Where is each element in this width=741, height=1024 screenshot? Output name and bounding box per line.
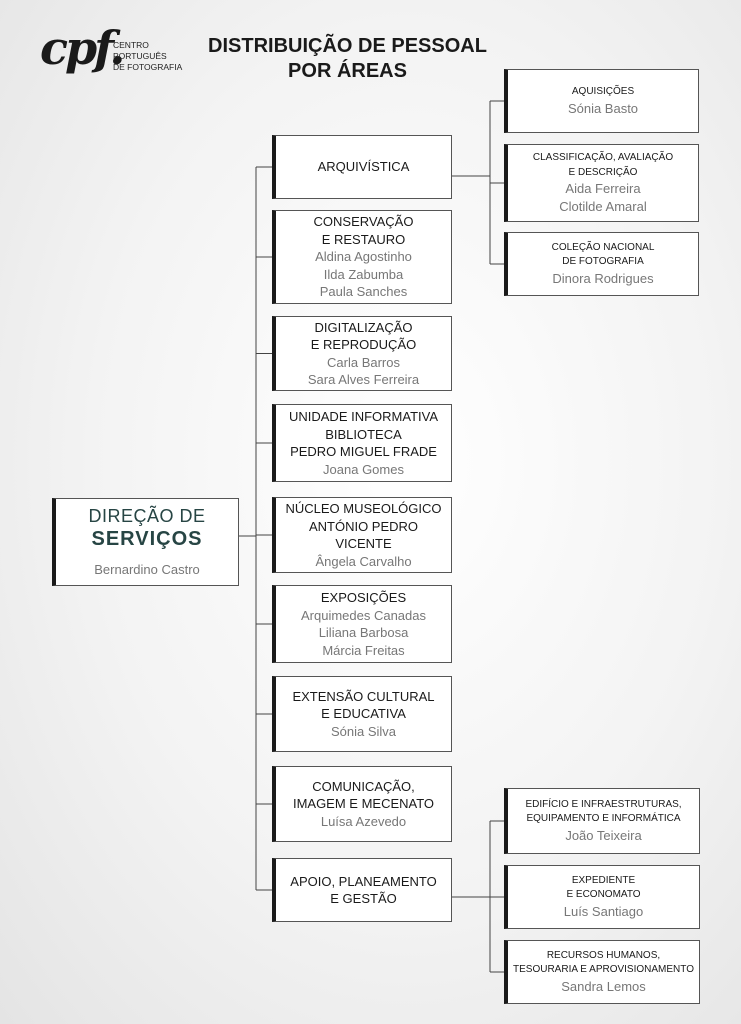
director-box [52,498,239,586]
director-title-line2: SERVIÇOS [91,528,203,551]
area-box-title: IMAGEM E MECENATO [292,796,435,812]
area-box-title: ANTÓNIO PEDRO VICENTE [308,518,419,551]
area-box-title: APOIO, PLANEAMENTO [290,873,437,889]
apoio-unit-box-person: Luís Santiago [563,903,644,919]
apoio-unit-box-title: EDIFÍCIO E INFRAESTRUTURAS, [525,798,682,810]
area-box-person: Aldina Agostinho [315,249,412,265]
arquivistica-unit-box-title: E DESCRIÇÃO [568,166,638,178]
director-person: Bernardino Castro [94,562,200,578]
area-box-person: Sónia Silva [330,723,397,739]
area-box-title: COMUNICAÇÃO, [312,778,415,794]
apoio-unit-box [504,865,700,929]
area-box-person: Paula Sanches [319,284,408,300]
area-box-person: Liliana Barbosa [318,625,409,640]
area-box [272,316,452,391]
area-box-title: E EDUCATIVA [321,706,406,722]
arquivistica-unit-box-person: Clotilde Amaral [559,198,647,214]
apoio-unit-box [504,940,700,1004]
apoio-unit-box-person: João Teixeira [565,827,642,843]
arquivistica-unit-box-title: CLASSIFICAÇÃO, AVALIAÇÃO [532,152,674,163]
logo-line: DE FOTOGRAFIA [113,62,183,72]
area-box-title: DIGITALIZAÇÃO [314,319,413,335]
apoio-unit-box-title: EXPEDIENTE [571,874,636,886]
area-box-title: E GESTÃO [330,891,397,906]
area-box-person: Sara Alves Ferreira [307,372,420,387]
arquivistica-unit-box [504,69,699,133]
arquivistica-unit-box-title: AQUISIÇÕES [571,86,635,97]
page-title-line: DISTRIBUIÇÃO DE PESSOAL [208,35,487,57]
logo-line: PORTUGUÊS [113,51,167,61]
area-box-person: Ilda Zabumba [323,266,404,282]
area-box [272,210,452,304]
apoio-unit-box-title: RECURSOS HUMANOS, [546,949,661,961]
page-title [185,34,510,84]
cpf-logo [40,21,190,80]
area-box [272,585,452,663]
area-box-title: BIBLIOTECA [325,426,402,442]
director-title-line1: DIREÇÃO DE [88,506,206,527]
area-box-title: E REPRODUÇÃO [310,337,417,352]
area-box-person: Márcia Freitas [322,642,405,658]
logo-text [113,40,182,73]
area-box-person: Joana Gomes [323,461,404,477]
arquivistica-unit-box-title: DE FOTOGRAFIA [562,256,644,268]
arquivistica-unit-box-person: Aida Ferreira [565,181,641,196]
apoio-unit-box-person: Sandra Lemos [561,978,646,994]
area-box [272,676,452,752]
area-box-person: Ângela Carvalho [315,553,412,569]
area-box [272,404,452,482]
logo-mark: cpf. [40,21,123,75]
arquivistica-unit-box [504,144,699,222]
area-box [272,135,452,199]
area-box-title: EXTENSÃO CULTURAL [292,688,435,704]
area-box [272,766,452,842]
arquivistica-unit-box-title: COLEÇÃO NACIONAL [551,241,655,253]
area-box-title: UNIDADE INFORMATIVA [288,409,439,424]
area-box-title: CONSERVAÇÃO [313,214,414,230]
area-box-person: Arquimedes Canadas [300,607,427,623]
arquivistica-unit-box [504,232,699,296]
area-box-person: Carla Barros [327,354,400,370]
apoio-unit-box-title: E ECONOMATO [566,889,641,901]
area-box-title: ARQUIVÍSTICA [317,159,410,175]
logo-line: CENTRO [113,40,149,50]
area-box-title: NÚCLEO MUSEOLÓGICO [285,501,442,516]
area-box [272,858,452,922]
area-box [272,497,452,573]
area-box-person: Luísa Azevedo [320,813,407,829]
apoio-unit-box-title: EQUIPAMENTO E INFORMÁTICA [526,813,681,825]
apoio-unit-box-title: TESOURARIA E APROVISIONAMENTO [513,964,694,976]
arquivistica-unit-box-person: Sónia Basto [567,100,639,116]
area-box-title: EXPOSIÇÕES [320,590,407,605]
apoio-unit-box [504,788,700,854]
arquivistica-unit-box-person: Dinora Rodrigues [552,270,654,286]
area-box-title: E RESTAURO [321,231,406,247]
page-title-line: POR ÁREAS [288,60,407,82]
area-box-title: PEDRO MIGUEL FRADE [290,444,437,459]
